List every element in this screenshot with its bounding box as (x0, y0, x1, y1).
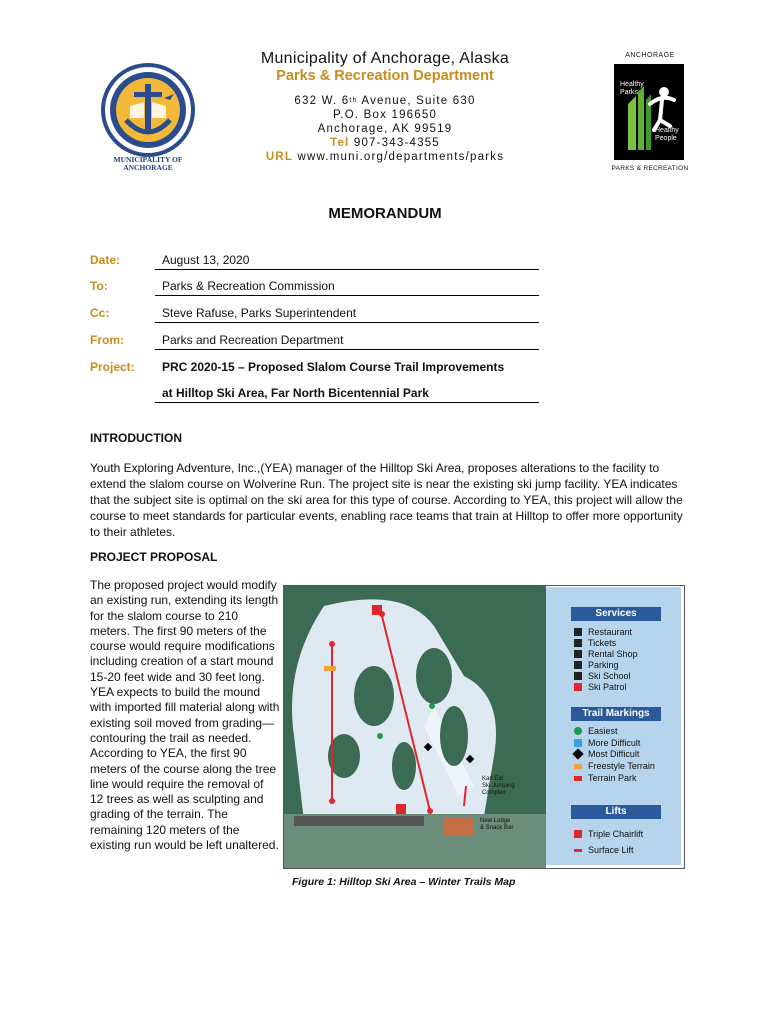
legend-item: Ski Patrol (588, 682, 627, 692)
figure-caption: Figure 1: Hilltop Ski Area – Winter Trails Map (292, 876, 516, 888)
ski-patrol-icon (574, 683, 582, 691)
triple-chairlift-icon (574, 830, 582, 838)
healthy-parks-logo (614, 64, 684, 160)
date-value: August 13, 2020 (162, 253, 250, 267)
from-label: From: (90, 333, 124, 347)
legend-item: Tickets (588, 638, 617, 648)
divider (155, 402, 539, 403)
org-name: Municipality of Anchorage, Alaska (260, 50, 510, 67)
legend-item: More Difficult (588, 738, 641, 748)
legend-heading-services: Services (571, 607, 661, 621)
surface-lift-icon (574, 849, 582, 852)
intro-paragraph: Youth Exploring Adventure, Inc.,(YEA) manager of the Hilltop Ski Area, proposes alterations to the facility to extend the slalom course on Wolverine Run. The project site is near the existing ski jump facility. YEA indicates that the subject site is optimal on the ski area for this type of course. According to YEA, this project will allow the course to meet standards for particular events, enabling race teams that train at Hilltop to offer more opportunity to their athletes. (90, 461, 683, 539)
hp-text-people: Healthy People (655, 127, 679, 142)
legend-item: Rental Shop (588, 649, 638, 659)
jump-label: Karl Eid Ski Jumping Complex (482, 776, 515, 796)
terrain-park-icon (574, 776, 582, 781)
legend-item: Freestyle Terrain (588, 761, 655, 771)
legend-item: Easiest (588, 726, 618, 736)
seal-caption: MUNICIPALITY OF ANCHORAGE (113, 155, 183, 172)
divider (155, 349, 539, 350)
memo-title: MEMORANDUM (328, 205, 442, 222)
hp-logo-bottom-text: PARKS & RECREATION (611, 165, 689, 172)
cc-value: Steve Rafuse, Parks Superintendent (162, 306, 357, 320)
lodge-label: New Lodge & Snack Bar (480, 818, 514, 831)
proposal-paragraph: The proposed project would modify an existing run, extending its length for the slalom course to 210 meters. The first 90 meters of the course would require modifications including creation of a start mound 15-20 feet wide and 30 feet long. YEA expects to build the mound with imported fill material along with existing soil moved from grading—contouring the trail as needed. According to YEA, the first 90 meters of the course along the tree line would require the removal of 12 trees as well as sculpting and grading of the terrain. The remaining 120 meters of the existing run would be left unaltered. (90, 578, 280, 853)
ski-school-icon (574, 672, 582, 680)
map-legend (546, 587, 681, 865)
date-label: Date: (90, 253, 121, 267)
proposal-heading: PROJECT PROPOSAL (90, 550, 218, 564)
freestyle-icon (574, 764, 582, 769)
rental-shop-icon (574, 650, 582, 658)
hp-logo-top-text: ANCHORAGE (625, 52, 675, 59)
department-name: Parks & Recreation Department (276, 68, 494, 84)
to-value: Parks & Recreation Commission (162, 279, 335, 293)
legend-item: Parking (588, 660, 619, 670)
legend-item: Restaurant (588, 627, 633, 637)
legend-item: Most Difficult (588, 749, 640, 759)
from-value: Parks and Recreation Department (162, 333, 344, 347)
intro-heading: INTRODUCTION (90, 431, 182, 445)
divider (155, 269, 539, 270)
to-label: To: (90, 279, 108, 293)
tickets-icon (574, 639, 582, 647)
hp-text-parks: Healthy Parks (620, 81, 644, 96)
legend-item: Triple Chairlift (588, 829, 644, 839)
legend-heading-lifts: Lifts (571, 805, 661, 819)
legend-item: Ski School (588, 671, 631, 681)
project-value-line2: at Hilltop Ski Area, Far North Bicentennial Park (162, 386, 429, 400)
legend-item: Terrain Park (588, 773, 637, 783)
legend-heading-markings: Trail Markings (571, 707, 661, 721)
divider (155, 322, 539, 323)
most-difficult-icon (572, 748, 583, 759)
project-value-line1: PRC 2020-15 – Proposed Slalom Course Trail Improvements (162, 360, 505, 374)
divider (155, 295, 539, 296)
project-label: Project: (90, 360, 135, 374)
cc-label: Cc: (90, 306, 110, 320)
legend-item: Surface Lift (588, 845, 634, 855)
restaurant-icon (574, 628, 582, 636)
parking-icon (574, 661, 582, 669)
easiest-icon (574, 727, 582, 735)
more-difficult-icon (574, 739, 582, 747)
address-block: 632 W. 6th Avenue, Suite 630 P.O. Box 196650 Anchorage, AK 99519 Tel 907-343-4355 URL www.muni.org/departments/parks (265, 95, 505, 163)
